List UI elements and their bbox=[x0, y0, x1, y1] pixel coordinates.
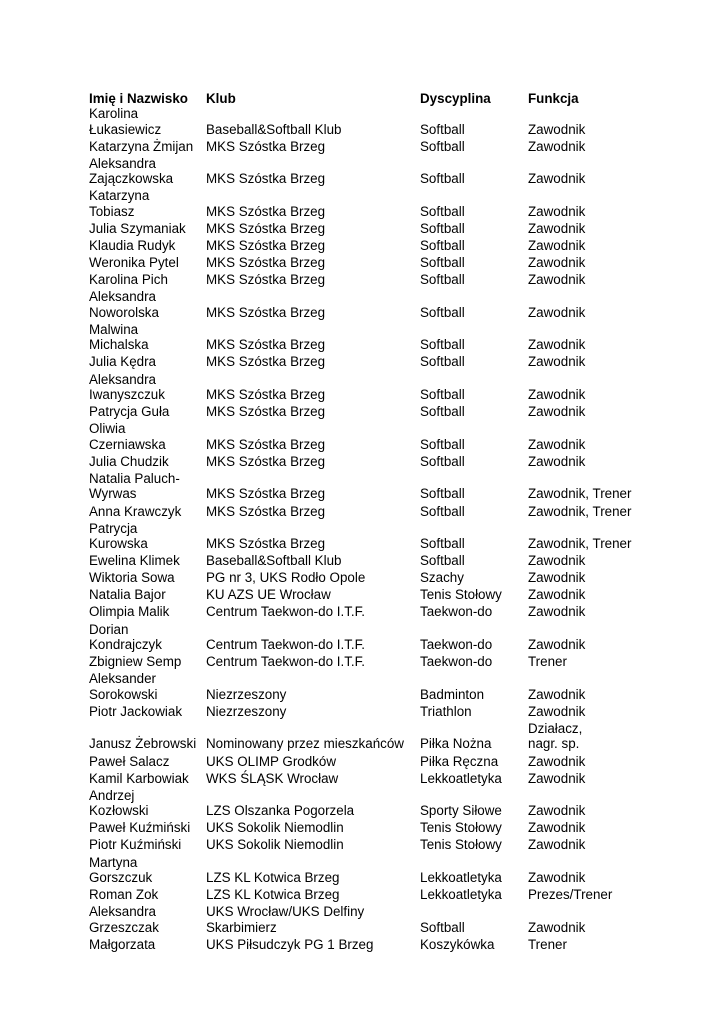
cell-club: MKS Szóstka Brzeg bbox=[206, 404, 326, 420]
cell-club: UKS Wrocław/UKS Delfiny Skarbimierz bbox=[206, 904, 365, 935]
cell-function: Zawodnik bbox=[528, 203, 586, 219]
cell-club: MKS Szóstka Brzeg bbox=[206, 272, 326, 288]
table-row bbox=[89, 238, 649, 255]
cell-name: Paweł Kuźmiński bbox=[89, 820, 191, 836]
cell-name: Aleksander Sorokowski bbox=[89, 671, 158, 702]
cell-discipline: Softball bbox=[420, 272, 465, 288]
cell-name: Oliwia Czerniawska bbox=[89, 421, 166, 452]
cell-club: MKS Szóstka Brzeg bbox=[206, 171, 326, 187]
cell-club: LZS KL Kotwica Brzeg bbox=[206, 870, 340, 885]
table-header-row bbox=[89, 88, 649, 106]
cell-function: Zawodnik bbox=[528, 304, 586, 320]
table-row bbox=[89, 421, 649, 454]
cell-discipline: Szachy bbox=[420, 570, 464, 586]
cell-function: Zawodnik bbox=[528, 404, 586, 420]
table-row bbox=[89, 771, 649, 788]
cell-name: Małgorzata bbox=[89, 936, 156, 952]
cell-function: Zawodnik bbox=[528, 138, 586, 154]
cell-function: Zawodnik bbox=[528, 570, 586, 586]
table-row bbox=[89, 855, 649, 888]
cell-discipline: Softball bbox=[420, 203, 465, 219]
cell-function: Zawodnik bbox=[528, 171, 586, 187]
cell-name: Piotr Jackowiak bbox=[89, 703, 183, 719]
table-row bbox=[89, 255, 649, 272]
cell-club: LZS Olszanka Pogorzela bbox=[206, 803, 355, 819]
header-discipline: Dyscyplina bbox=[420, 90, 491, 106]
cell-discipline: Piłka Nożna bbox=[420, 736, 492, 752]
cell-discipline: Softball bbox=[420, 387, 465, 403]
cell-name: Weronika Pytel bbox=[89, 255, 179, 271]
table-row bbox=[89, 587, 649, 604]
cell-discipline: Sporty Siłowe bbox=[420, 803, 502, 819]
cell-name: Aleksandra Iwanyszczuk bbox=[89, 371, 165, 403]
cell-discipline: Koszykówka bbox=[420, 936, 495, 952]
cell-function: Zawodnik bbox=[528, 272, 586, 288]
cell-club: UKS Sokolik Niemodlin bbox=[206, 820, 344, 836]
table-row bbox=[89, 521, 649, 554]
cell-discipline: Softball bbox=[420, 121, 465, 137]
cell-discipline: Softball bbox=[420, 255, 465, 271]
cell-club: Baseball&Softball Klub bbox=[206, 553, 342, 569]
cell-discipline: Softball bbox=[420, 503, 465, 519]
cell-function: Zawodnik bbox=[528, 820, 586, 836]
table-row bbox=[89, 604, 649, 621]
cell-function: Prezes/Trener bbox=[528, 887, 613, 903]
cell-discipline: Taekwon-do bbox=[420, 604, 493, 620]
cell-club: PG nr 3, UKS Rodło Opole bbox=[206, 570, 366, 586]
cell-function: Zawodnik bbox=[528, 237, 586, 253]
cell-club: MKS Szóstka Brzeg bbox=[206, 220, 326, 236]
table-row bbox=[89, 837, 649, 854]
table-row bbox=[89, 372, 649, 405]
cell-name: Karolina Łukasiewicz bbox=[89, 106, 162, 137]
cell-function: Zawodnik bbox=[528, 354, 586, 370]
cell-name: Malwina Michalska bbox=[89, 321, 149, 353]
table-row bbox=[89, 754, 649, 771]
table-row bbox=[89, 272, 649, 289]
cell-discipline: Softball bbox=[420, 138, 465, 154]
header-name: Imię i Nazwisko bbox=[89, 90, 188, 106]
cell-name: Patrycja Guła bbox=[89, 404, 170, 420]
cell-function: Zawodnik bbox=[528, 803, 586, 819]
cell-club: MKS Szóstka Brzeg bbox=[206, 453, 326, 469]
cell-club: UKS OLIMP Grodków bbox=[206, 753, 336, 769]
table-row bbox=[89, 106, 649, 139]
cell-discipline: Piłka Ręczna bbox=[420, 753, 499, 769]
cell-name: Aleksandra Grzeszczak bbox=[89, 904, 159, 935]
cell-club: UKS Piłsudczyk PG 1 Brzeg bbox=[206, 936, 374, 952]
cell-club: WKS ŚLĄSK Wrocław bbox=[206, 770, 339, 786]
table-row bbox=[89, 354, 649, 371]
table-body bbox=[89, 106, 649, 954]
cell-name: Julia Kędra bbox=[89, 354, 156, 370]
cell-club: MKS Szóstka Brzeg bbox=[206, 486, 326, 502]
cell-name: Katarzyna Tobiasz bbox=[89, 188, 150, 219]
cell-function: Zawodnik bbox=[528, 387, 586, 403]
table-row bbox=[89, 820, 649, 837]
table-row bbox=[89, 188, 649, 221]
table-row bbox=[89, 553, 649, 570]
cell-name: Olimpia Malik bbox=[89, 604, 170, 620]
cell-function: Zawodnik bbox=[528, 255, 586, 271]
cell-club: MKS Szóstka Brzeg bbox=[206, 503, 326, 519]
table-row bbox=[89, 289, 649, 322]
cell-club: MKS Szóstka Brzeg bbox=[206, 255, 326, 271]
table-row bbox=[89, 622, 649, 655]
cell-discipline: Softball bbox=[420, 171, 465, 187]
header-function: Funkcja bbox=[528, 90, 579, 106]
cell-name: Klaudia Rudyk bbox=[89, 237, 176, 253]
cell-name: Julia Chudzik bbox=[89, 453, 169, 469]
cell-club: Nominowany przez mieszkańców bbox=[206, 736, 404, 752]
cell-function: Zawodnik bbox=[528, 919, 586, 935]
cell-club: Niezrzeszony bbox=[206, 686, 287, 702]
cell-club: MKS Szóstka Brzeg bbox=[206, 138, 326, 154]
cell-club: Centrum Taekwon-do I.T.F. bbox=[206, 637, 366, 653]
cell-discipline: Taekwon-do bbox=[420, 637, 493, 653]
cell-club: MKS Szóstka Brzeg bbox=[206, 354, 326, 370]
cell-discipline: Softball bbox=[420, 237, 465, 253]
cell-club: LZS KL Kotwica Brzeg bbox=[206, 887, 340, 903]
cell-name: Wiktoria Sowa bbox=[89, 570, 175, 586]
cell-function: Zawodnik, Trener bbox=[528, 503, 632, 519]
cell-discipline: Tenis Stołowy bbox=[420, 587, 502, 603]
table-row bbox=[89, 721, 649, 754]
cell-club: MKS Szóstka Brzeg bbox=[206, 536, 326, 552]
cell-discipline: Softball bbox=[420, 354, 465, 370]
cell-name: Ewelina Klimek bbox=[89, 553, 180, 569]
cell-function: Zawodnik, Trener bbox=[528, 536, 632, 552]
table-row bbox=[89, 504, 649, 521]
table-row bbox=[89, 937, 649, 954]
table-row bbox=[89, 471, 649, 504]
cell-discipline: Softball bbox=[420, 436, 465, 452]
cell-name: Anna Krawczyk bbox=[89, 503, 182, 519]
cell-function: Zawodnik bbox=[528, 753, 586, 769]
table-row bbox=[89, 156, 649, 189]
cell-function: Zawodnik bbox=[528, 121, 586, 137]
cell-name: Katarzyna Żmijan bbox=[89, 138, 194, 154]
table-row bbox=[89, 654, 649, 671]
cell-name: Dorian Kondrajczyk bbox=[89, 621, 162, 653]
cell-function: Zawodnik bbox=[528, 770, 586, 786]
table-row bbox=[89, 404, 649, 421]
cell-name: Zbigniew Semp bbox=[89, 654, 182, 670]
cell-function: Zawodnik bbox=[528, 703, 586, 719]
cell-discipline: Softball bbox=[420, 404, 465, 420]
cell-name: Andrzej Kozłowski bbox=[89, 787, 149, 819]
cell-function: Zawodnik bbox=[528, 870, 586, 885]
cell-function: Trener bbox=[528, 936, 567, 952]
cell-discipline: Tenis Stołowy bbox=[420, 837, 502, 853]
cell-discipline: Softball bbox=[420, 486, 465, 502]
cell-name: Natalia Paluch- Wyrwas bbox=[89, 470, 180, 502]
cell-function: Zawodnik bbox=[528, 587, 586, 603]
cell-club: MKS Szóstka Brzeg bbox=[206, 436, 326, 452]
cell-name: Julia Szymaniak bbox=[89, 220, 186, 236]
cell-discipline: Lekkoatletyka bbox=[420, 770, 502, 786]
cell-function: Trener bbox=[528, 654, 567, 670]
cell-name: Kamil Karbowiak bbox=[89, 770, 189, 786]
cell-function: Zawodnik bbox=[528, 220, 586, 236]
cell-function: Zawodnik bbox=[528, 604, 586, 620]
cell-club: Centrum Taekwon-do I.T.F. bbox=[206, 654, 366, 670]
cell-function: Zawodnik bbox=[528, 637, 586, 653]
header-club: Klub bbox=[206, 90, 236, 106]
cell-name: Karolina Pich bbox=[89, 272, 168, 288]
cell-club: KU AZS UE Wrocław bbox=[206, 587, 331, 603]
cell-name: Natalia Bajor bbox=[89, 587, 166, 603]
table-row bbox=[89, 570, 649, 587]
table-row bbox=[89, 887, 649, 904]
cell-discipline: Softball bbox=[420, 919, 465, 935]
cell-function: Zawodnik bbox=[528, 686, 586, 702]
cell-name: Aleksandra Noworolska bbox=[89, 289, 159, 320]
cell-discipline: Taekwon-do bbox=[420, 654, 493, 670]
cell-discipline: Softball bbox=[420, 304, 465, 320]
cell-club: MKS Szóstka Brzeg bbox=[206, 337, 326, 353]
cell-function: Zawodnik bbox=[528, 837, 586, 853]
cell-function: Zawodnik bbox=[528, 453, 586, 469]
cell-discipline: Softball bbox=[420, 337, 465, 353]
cell-club: UKS Sokolik Niemodlin bbox=[206, 837, 344, 853]
cell-club: Niezrzeszony bbox=[206, 703, 287, 719]
cell-function: Zawodnik bbox=[528, 436, 586, 452]
cell-name: Martyna Gorszczuk bbox=[89, 854, 153, 885]
table-row bbox=[89, 788, 649, 821]
cell-discipline: Tenis Stołowy bbox=[420, 820, 502, 836]
cell-function: Zawodnik bbox=[528, 337, 586, 353]
document-page bbox=[89, 88, 709, 954]
cell-name: Patrycja Kurowska bbox=[89, 520, 148, 552]
participants-table bbox=[89, 88, 649, 954]
cell-club: MKS Szóstka Brzeg bbox=[206, 237, 326, 253]
cell-discipline: Lekkoatletyka bbox=[420, 870, 502, 885]
cell-function: Działacz, nagr. sp. bbox=[528, 720, 583, 752]
table-row bbox=[89, 322, 649, 355]
cell-name: Aleksandra Zajączkowska bbox=[89, 155, 174, 187]
cell-function: Zawodnik, Trener bbox=[528, 486, 632, 502]
cell-club: MKS Szóstka Brzeg bbox=[206, 304, 326, 320]
cell-name: Roman Zok bbox=[89, 887, 159, 903]
cell-name: Piotr Kuźmiński bbox=[89, 837, 182, 853]
cell-discipline: Softball bbox=[420, 553, 465, 569]
cell-function: Zawodnik bbox=[528, 553, 586, 569]
table-row bbox=[89, 904, 649, 937]
cell-discipline: Softball bbox=[420, 453, 465, 469]
cell-club: MKS Szóstka Brzeg bbox=[206, 203, 326, 219]
cell-discipline: Lekkoatletyka bbox=[420, 887, 502, 903]
table-row bbox=[89, 139, 649, 156]
table-row bbox=[89, 454, 649, 471]
table-row bbox=[89, 221, 649, 238]
cell-name: Paweł Salacz bbox=[89, 753, 170, 769]
cell-discipline: Softball bbox=[420, 220, 465, 236]
cell-name: Janusz Żebrowski bbox=[89, 736, 197, 752]
table-row bbox=[89, 704, 649, 721]
cell-discipline: Softball bbox=[420, 536, 465, 552]
table-row bbox=[89, 671, 649, 704]
cell-club: Baseball&Softball Klub bbox=[206, 121, 342, 137]
cell-discipline: Triathlon bbox=[420, 703, 472, 719]
cell-club: MKS Szóstka Brzeg bbox=[206, 387, 326, 403]
cell-club: Centrum Taekwon-do I.T.F. bbox=[206, 604, 366, 620]
cell-discipline: Badminton bbox=[420, 686, 485, 702]
